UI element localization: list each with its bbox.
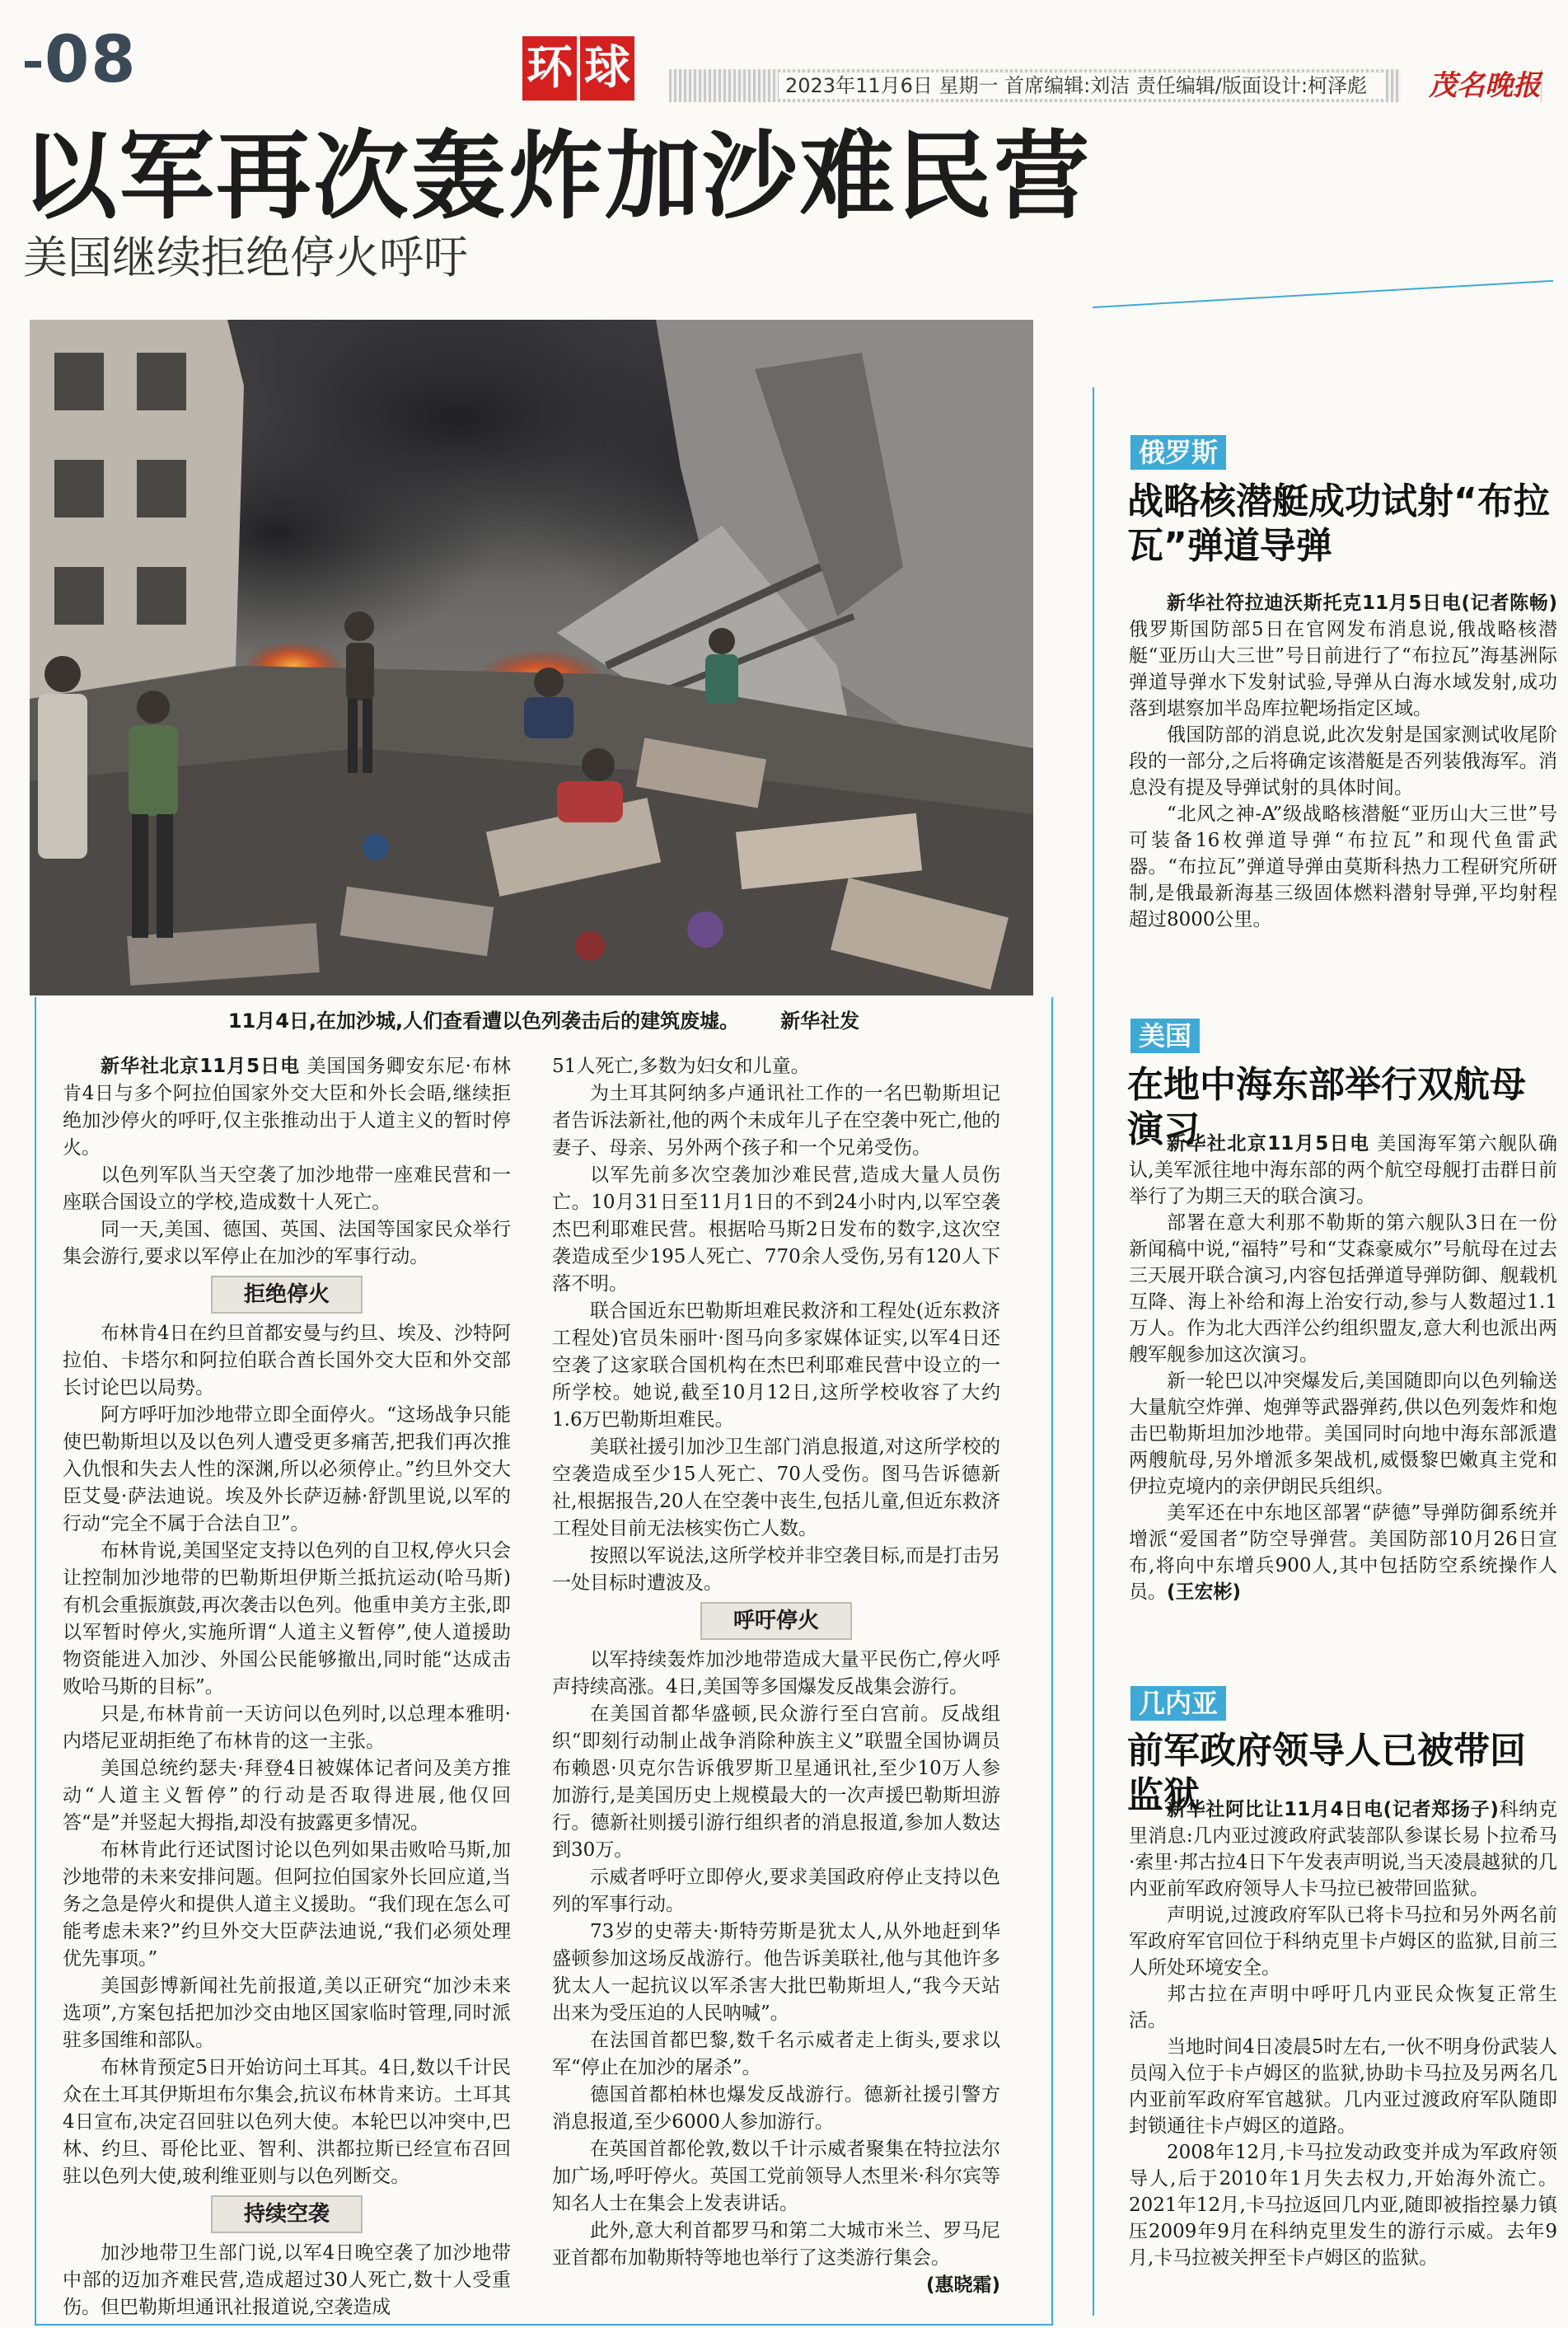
sidebar-bracket-left <box>1093 387 1094 2316</box>
usa-headline: 在地中海东部举行双航母演习 <box>1127 1064 1526 1150</box>
paragraph-text: 同一天,美国、德国、英国、法国等国家民众举行集会游行,要求以军停止在加沙的军事行动。 <box>63 1219 511 1267</box>
paragraph-text: 当地时间4日凌晨5时左右,一伙不明身份武装人员闯入位于卡卢姆区的监狱,协助卡马拉及另两名几内亚前军政府军官越狱。几内亚过渡政府军队随即封锁通往卡卢姆区的道路。 <box>1129 2036 1557 2137</box>
article-paragraph <box>63 1216 511 1271</box>
russia-headline: 战略核潜艇成功试射“布拉瓦”弹道导弹 <box>1127 480 1550 567</box>
paragraph-text: 美联社援引加沙卫生部门消息报道,对这所学校的空袭造成至少15人死亡、70人受伤。图马告诉德新社,根据报告,20人在空袭中丧生,包括儿童,但近东救济工程处目前无法核实伤亡人数。 <box>552 1436 1000 1539</box>
article-paragraph <box>552 1701 1000 1864</box>
sub-heading: 持续空袭 <box>211 2195 363 2233</box>
article-paragraph <box>63 2240 511 2321</box>
paragraph-text: 部署在意大利那不勒斯的第六舰队3日在一份新闻稿中说,“福特”号和“艾森豪威尔”号航母在过去三天展开联合演习,内容包括弹道导弹防御、舰载机互降、海上补给和海上治安行动,参与人数超过1.1万人。作为北大西洋公约组织盟友,意大利也派出两艘军舰参加这次演习。 <box>1129 1212 1557 1365</box>
sidebar-paragraph <box>1129 1981 1557 2034</box>
paragraph-text: 布林肯此行还试图讨论以色列如果击败哈马斯,加沙地带的未来安排问题。但阿拉伯国家外长回应道,当务之急是停火和提供人道主义援助。“我们现在怎么可能考虑未来?”约旦外交大臣萨法迪说,“我们必须处理优先事项。” <box>63 1839 511 1970</box>
paragraph-text: 示威者呼吁立即停火,要求美国政府停止支持以色列的军事行动。 <box>552 1867 1000 1915</box>
article-paragraph <box>63 1320 511 1402</box>
paragraph-text: 2008年12月,卡马拉发动政变并成为军政府领导人,后于2010年1月失去权力,开始海外流亡。2021年12月,卡马拉返回几内亚,随即被指控暴力镇压2009年9月在科纳克里发生的游行示威。去年9月,卡马拉被关押至卡卢姆区的监狱。 <box>1129 2142 1557 2269</box>
russia-tag: 俄罗斯 <box>1130 435 1226 470</box>
usa-tag: 美国 <box>1130 1019 1200 1053</box>
sidebar-paragraph <box>1129 1902 1557 1981</box>
dateline: 新华社阿比让11月4日电(记者郑扬子) <box>1167 1799 1499 1820</box>
sidebar-paragraph <box>1129 1796 1557 1902</box>
paragraph-text: 俄国防部的消息说,此次发射是国家测试收尾阶段的一部分,之后将确定该潜艇是否列装俄海军。消息没有提及导弹试射的具体时间。 <box>1129 724 1557 799</box>
author-credit: (王宏彬) <box>1167 1581 1242 1603</box>
masthead-logo: 茂名晚报 <box>1401 69 1541 102</box>
sub-heading: 呼吁停火 <box>700 1602 852 1640</box>
article-paragraph <box>552 1434 1000 1543</box>
section-tag-2: 球 <box>580 36 634 101</box>
article-paragraph <box>63 1162 511 1216</box>
article-paragraph <box>63 2054 511 2190</box>
paragraph-text: 51人死亡,多数为妇女和儿童。 <box>552 1056 810 1077</box>
article-paragraph <box>552 2136 1000 2218</box>
paragraph-text: 美国彭博新闻社先前报道,美以正研究“加沙未来选项”,方案包括把加沙交由地区国家临时管理,同时派驻多国维和部队。 <box>63 1975 511 2051</box>
headline-title: 以军再次轰炸加沙难民营 <box>21 121 1091 232</box>
article-paragraph <box>63 1538 511 1701</box>
headline-subtitle: 美国继续拒绝停火呼吁 <box>23 232 468 283</box>
paragraph-text: 德国首都柏林也爆发反战游行。德新社援引警方消息报道,至少6000人参加游行。 <box>552 2084 1000 2133</box>
paragraph-text: 为土耳其阿纳多卢通讯社工作的一名巴勒斯坦记者告诉法新社,他的两个未成年儿子在空袭中死亡,他的妻子、母亲、另外两个孩子和一个兄弟受伤。 <box>552 1083 1000 1159</box>
paragraph-text: “北风之神-A”级战略核潜艇“亚历山大三世”号可装备16枚弹道导弹“布拉瓦”和现代鱼雷武器。“布拉瓦”弹道导弹由莫斯科热力工程研究所研制,是俄最新海基三级固体燃料潜射导弹,平均射程超过8000公里。 <box>1129 803 1557 930</box>
paragraph-text: 布林肯预定5日开始访问土耳其。4日,数以千计民众在土耳其伊斯坦布尔集会,抗议布林肯来访。土耳其4日宣布,决定召回驻以色列大使。本轮巴以冲突中,巴林、约旦、哥伦比亚、智利、洪都拉斯已经宣布召回驻以色列大使,玻利维亚则与以色列断交。 <box>63 2057 511 2187</box>
article-paragraph <box>63 1402 511 1538</box>
article-paragraph <box>63 1973 511 2054</box>
article-paragraph <box>552 1053 1000 1080</box>
sidebar-paragraph <box>1129 590 1557 722</box>
article-paragraph <box>63 1755 511 1837</box>
paragraph-text: 73岁的史蒂夫·斯特劳斯是犹太人,从外地赶到华盛顿参加这场反战游行。他告诉美联社,他与其他许多犹太人一起抗议以军杀害大批巴勒斯坦人,“我今天站出来为受压迫的人民呐喊”。 <box>552 1921 1000 2024</box>
sidebar-bracket-top <box>1093 280 1553 308</box>
paragraph-text: 美国国务卿安东尼·布林肯4日与多个阿拉伯国家外交大臣和外长会晤,继续拒绝加沙停火的呼吁,仅主张推动出于人道主义的暂时停火。 <box>63 1056 511 1159</box>
paragraph-text: 以军持续轰炸加沙地带造成大量平民伤亡,停火呼声持续高涨。4日,美国等多国爆发反战集会游行。 <box>552 1649 1000 1698</box>
section-tag-1: 环 <box>522 36 577 101</box>
article-paragraph <box>552 1864 1000 1918</box>
guinea-headline: 前军政府领导人已被带回监狱 <box>1127 1730 1526 1816</box>
sidebar-paragraph <box>1129 722 1557 801</box>
date-info: 2023年11月6日 星期一 首席编辑:刘洁 责任编辑/版面设计:柯泽彪 <box>779 73 1385 99</box>
paragraph-text: 以军先前多次空袭加沙难民营,造成大量人员伤亡。10月31日至11月1日的不到24小时内,以军空袭杰巴利耶难民营。根据哈马斯2日发布的数字,这次空袭造成至少195人死亡、770余人受伤,另有120人下落不明。 <box>552 1164 1000 1295</box>
paragraph-text: 联合国近东巴勒斯坦难民救济和工程处(近东救济工程处)官员朱丽叶·图马向多家媒体证实,以军4日还空袭了这家联合国机构在杰巴利耶难民营中设立的一所学校。她说,截至10月12日,这所学校收容了大约1.6万巴勒斯坦难民。 <box>552 1300 1000 1431</box>
article-paragraph <box>552 1162 1000 1298</box>
paragraph-text: 美军还在中东地区部署“萨德”导弹防御系统并增派“爱国者”防空导弹营。美国防部10月26日宣布,将向中东增兵900人,其中包括防空系统操作人员。 <box>1129 1502 1557 1603</box>
news-photo <box>30 320 1033 995</box>
paragraph-text: 在法国首都巴黎,数千名示威者走上街头,要求以军“停止在加沙的屠杀”。 <box>552 2030 1000 2078</box>
russia-body <box>1129 590 1557 933</box>
sidebar-paragraph <box>1129 1131 1557 1210</box>
article-paragraph <box>552 1918 1000 2027</box>
article-paragraph <box>63 1053 511 1162</box>
sidebar-paragraph <box>1129 1210 1557 1368</box>
page-number: 08 <box>25 23 138 97</box>
paragraph-text: 阿方呼吁加沙地带立即全面停火。“这场战争只能使巴勒斯坦以及以色列人遭受更多痛苦,把我们再次推入仇恨和失去人性的深渊,所以必须停止。”约旦外交大臣艾曼·萨法迪说。埃及外长萨迈赫·舒凯里说,以军的行动“完全不属于合法自卫”。 <box>63 1404 511 1534</box>
article-paragraph <box>63 1701 511 1755</box>
paragraph-text: 新一轮巴以冲突爆发后,美国随即向以色列输送大量航空炸弹、炮弹等武器弹药,供以色列轰炸和炮击巴勒斯坦加沙地带。美国同时向地中海东部派遣两艘航母,另外增派多架战机,威慑黎巴嫩真主党和伊拉克境内的亲伊朗民兵组织。 <box>1129 1370 1557 1497</box>
dateline: 新华社北京11月5日电 <box>1167 1133 1370 1155</box>
sub-heading: 拒绝停火 <box>211 1276 363 1314</box>
article-paragraph <box>63 1837 511 1973</box>
dateline: 新华社北京11月5日电 <box>101 1056 301 1077</box>
paragraph-text: 布林肯4日在约旦首都安曼与约旦、埃及、沙特阿拉伯、卡塔尔和阿拉伯联合酋长国外交大臣和外交部长讨论巴以局势。 <box>63 1323 511 1398</box>
article-paragraph <box>552 2027 1000 2082</box>
article-paragraph <box>552 1543 1000 1597</box>
guinea-tag: 几内亚 <box>1130 1686 1226 1721</box>
photo-credit: 新华社发 <box>780 1009 860 1033</box>
rubble-scene-illustration <box>30 320 1033 995</box>
article-paragraph <box>552 2082 1000 2136</box>
paragraph-text: 美国海军第六舰队确认,美军派往地中海东部的两个航空母舰打击群日前举行了为期三天的联合演习。 <box>1129 1133 1557 1207</box>
sidebar-paragraph <box>1129 2034 1557 2139</box>
sidebar-paragraph <box>1129 801 1557 933</box>
paragraph-text: 此外,意大利首都罗马和第二大城市米兰、罗马尼亚首都布加勒斯特等地也举行了这类游行集会。 <box>552 2220 1000 2269</box>
article-paragraph <box>552 1298 1000 1434</box>
paragraph-text: 按照以军说法,这所学校并非空袭目标,而是打击另一处目标时遭波及。 <box>552 1545 1000 1594</box>
caption-text: 11月4日,在加沙城,人们查看遭以色列袭击后的建筑废墟。 <box>227 1009 740 1033</box>
paragraph-text: 声明说,过渡政府军队已将卡马拉和另外两名前军政府军官回位于科纳克里卡卢姆区的监狱,目前三人所处环境安全。 <box>1129 1904 1557 1979</box>
author-credit: (惠晓霜) <box>925 2274 1000 2296</box>
guinea-body <box>1129 1796 1557 2271</box>
paragraph-text: 美国总统约瑟夫·拜登4日被媒体记者问及美方推动“人道主义暂停”的行动是否取得进展,他仅回答“是”并竖起大拇指,却没有披露更多情况。 <box>63 1758 511 1834</box>
article-paragraph <box>552 2218 1000 2296</box>
dateline: 新华社符拉迪沃斯托克11月5日电(记者陈畅) <box>1167 593 1557 614</box>
paragraph-text: 以色列军队当天空袭了加沙地带一座难民营和一座联合国设立的学校,造成数十人死亡。 <box>63 1164 511 1213</box>
article-paragraph <box>552 1646 1000 1701</box>
sidebar-paragraph <box>1129 2139 1557 2271</box>
sidebar-paragraph <box>1129 1500 1557 1605</box>
paragraph-text: 只是,布林肯前一天访问以色列时,以总理本雅明·内塔尼亚胡拒绝了布林肯的这一主张。 <box>63 1703 511 1752</box>
paragraph-text: 布林肯说,美国坚定支持以色列的自卫权,停火只会让控制加沙地带的巴勒斯坦伊斯兰抵抗运动(哈马斯)有机会重振旗鼓,再次袭击以色列。他重申美方主张,即以军暂时停火,实施所谓“人道主义暂停”,使人道援助物资能进入加沙、外国公民能够撤出,同时能“达成击败哈马斯的目标”。 <box>63 1540 511 1698</box>
article-column-middle <box>552 1053 1000 2299</box>
sidebar-paragraph <box>1129 1368 1557 1500</box>
paragraph-text: 在英国首都伦敦,数以千计示威者聚集在特拉法尔加广场,呼吁停火。英国工党前领导人杰里米·科尔宾等知名人士在集会上发表讲话。 <box>552 2138 1000 2214</box>
article-paragraph <box>552 1080 1000 1162</box>
photo-caption <box>49 1007 1038 1035</box>
paragraph-text: 邦古拉在声明中呼吁几内亚民众恢复正常生活。 <box>1129 1984 1557 2031</box>
paragraph-text: 科纳克里消息:几内亚过渡政府武装部队参谋长易卜拉希马·索里·邦古拉4日下午发表声明说,当天凌晨越狱的几内亚前军政府领导人卡马拉已被带回监狱。 <box>1129 1799 1557 1899</box>
usa-body <box>1129 1131 1557 1605</box>
article-column-left <box>63 1053 511 2321</box>
paragraph-text: 俄罗斯国防部5日在官网发布消息说,俄战略核潜艇“亚历山大三世”号日前进行了“布拉瓦”海基洲际弹道导弹水下发射试验,导弹从白海水域发射,成功落到堪察加半岛库拉靶场指定区域。 <box>1129 619 1557 719</box>
paragraph-text: 加沙地带卫生部门说,以军4日晚空袭了加沙地带中部的迈加齐难民营,造成超过30人死亡,数十人受重伤。但巴勒斯坦通讯社报道说,空袭造成 <box>63 2242 511 2318</box>
paragraph-text: 在美国首都华盛顿,民众游行至白宫前。反战组织“即刻行动制止战争消除种族主义”联盟全国协调员布赖恩·贝克尔告诉俄罗斯卫星通讯社,至少10万人参加游行,是美国历史上规模最大的一次声援巴勒斯坦游行。德新社则援引游行组织者的消息报道,参加人数达到30万。 <box>552 1703 1000 1861</box>
